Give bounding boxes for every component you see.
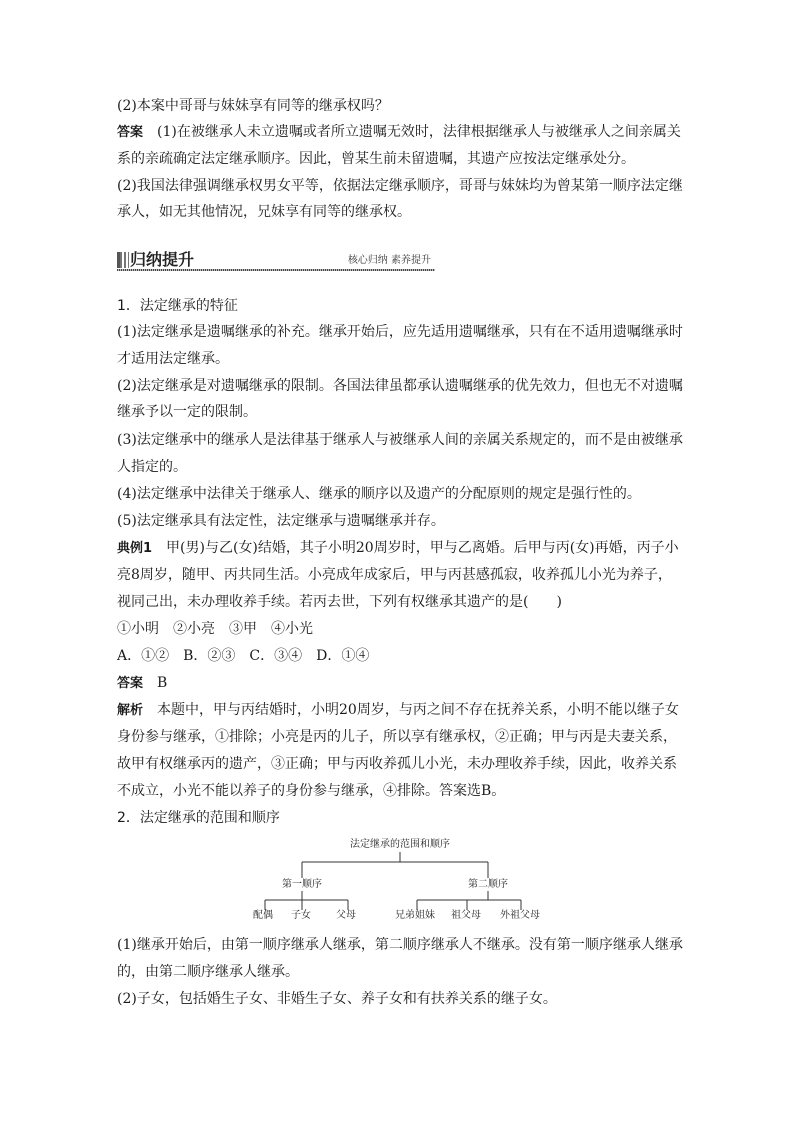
answer-line: (2)我国法律强调继承权男女平等，依据法定继承顺序，哥哥与妹妹均为曾某第一顺序法定继 xyxy=(117,178,683,194)
paragraph-line: 才适用法定继承。 xyxy=(117,351,229,367)
paragraph-line: 继承予以一定的限制。 xyxy=(117,404,257,420)
section-heading: 2．法定继承的范围和顺序 xyxy=(117,810,280,826)
heir-siblings: 兄弟姐妹 xyxy=(395,910,435,921)
diagram-title: 法定继承的范围和顺序 xyxy=(350,839,450,850)
answer-label: 答案 xyxy=(117,125,144,140)
second-order-label: 第二顺序 xyxy=(468,879,508,890)
paragraph-line: (1)法定继承是遗嘱继承的补充。继承开始后，应先适用遗嘱继承，只有在不适用遗嘱继承时 xyxy=(117,324,683,340)
summary-banner xyxy=(117,249,435,271)
banner-bar-icon xyxy=(117,252,129,268)
paragraph-line: (4)法定继承中法律关于继承人、继承的顺序以及遗产的分配原则的规定是强行性的。 xyxy=(117,486,641,502)
paragraph-line: (3)法定继承中的继承人是法律基于继承人与被继承人间的亲属关系规定的，而不是由被继承 xyxy=(117,432,683,448)
paragraph-line: (1)继承开始后，由第一顺序继承人继承，第二顺序继承人不继承。没有第一顺序继承人继承 xyxy=(117,937,683,953)
banner-rule xyxy=(117,269,435,271)
example-answer: 答案 B xyxy=(117,675,168,691)
example-line: 典例1 甲(男)与乙(女)结婚，其子小明20周岁时，甲与乙离婚。后甲与丙(女)再婚，丙子小 xyxy=(117,540,679,556)
paragraph-line: (5)法定继承具有法定性，法定继承与遗嘱继承并存。 xyxy=(117,513,445,529)
paragraph-line: 人指定的。 xyxy=(117,459,187,475)
example-label: 典例1 xyxy=(117,541,153,556)
heir-children: 子女 xyxy=(291,910,311,921)
answer-line: 系的亲疏确定法定继承顺序。因此，曾某生前未留遗嘱，其遗产应按法定继承处分。 xyxy=(117,151,635,167)
example-line: 视同己出，未办理收养手续。若丙去世，下列有权继承其遗产的是( ) xyxy=(117,594,562,610)
question-2: (2)本案中哥哥与妹妹享有同等的继承权吗？ xyxy=(117,98,389,114)
heir-maternal-grandparents: 外祖父母 xyxy=(500,910,540,921)
heir-spouse: 配偶 xyxy=(253,910,273,921)
answer-line xyxy=(117,122,681,143)
example-line: 亮8周岁，随甲、丙共同生活。小亮成年成家后，甲与丙甚感孤寂，收养孤儿小光为养子， xyxy=(117,567,672,583)
example-items: ①小明 ②小亮 ③甲 ④小光 xyxy=(117,621,313,637)
first-order-label: 第一顺序 xyxy=(282,879,322,890)
banner-title: 归纳提升 xyxy=(130,250,195,269)
answer-label: 答案 xyxy=(117,676,144,691)
paragraph-line: (2)法定继承是对遗嘱继承的限制。各国法律虽都承认遗嘱继承的优先效力，但也无不对遗嘱 xyxy=(117,378,683,394)
analysis-label: 解析 xyxy=(117,703,144,718)
heir-paternal-grandparents: 祖父母 xyxy=(451,910,481,921)
inheritance-order-diagram xyxy=(245,838,555,928)
analysis-line: 身份参与继承，①排除；小亮是丙的儿子，所以享有继承权，②正确；甲与丙是夫妻关系， xyxy=(117,729,677,745)
answer-line: 承人，如无其他情况，兄妹享有同等的继承权。 xyxy=(117,204,411,220)
section-heading: 1．法定继承的特征 xyxy=(117,298,238,314)
example-options: A．①② B．②③ C．③④ D．①④ xyxy=(117,648,370,664)
heir-parents: 父母 xyxy=(336,910,356,921)
analysis-line: 不成立，小光不能以养子的身份参与继承，④排除。答案选B。 xyxy=(117,783,506,799)
banner-subtitle: 核心归纳 素养提升 xyxy=(347,255,431,266)
analysis-line: 故甲有权继承丙的遗产，③正确；甲与丙收养孤儿小光，未办理收养手续，因此，收养关系 xyxy=(117,756,677,772)
paragraph-line: (2)子女，包括婚生子女、非婚生子女、养子女和有扶养关系的继子女。 xyxy=(117,991,557,1007)
analysis-line: 解析 本题中，甲与丙结婚时，小明20周岁，与丙之间不存在抚养关系，小明不能以继子女 xyxy=(117,702,679,718)
answer-text: (1)在被继承人未立遗嘱或者所立遗嘱无效时，法律根据继承人与被继承人之间亲属关 xyxy=(143,124,681,140)
paragraph-line: 的，由第二顺序继承人继承。 xyxy=(117,964,299,980)
